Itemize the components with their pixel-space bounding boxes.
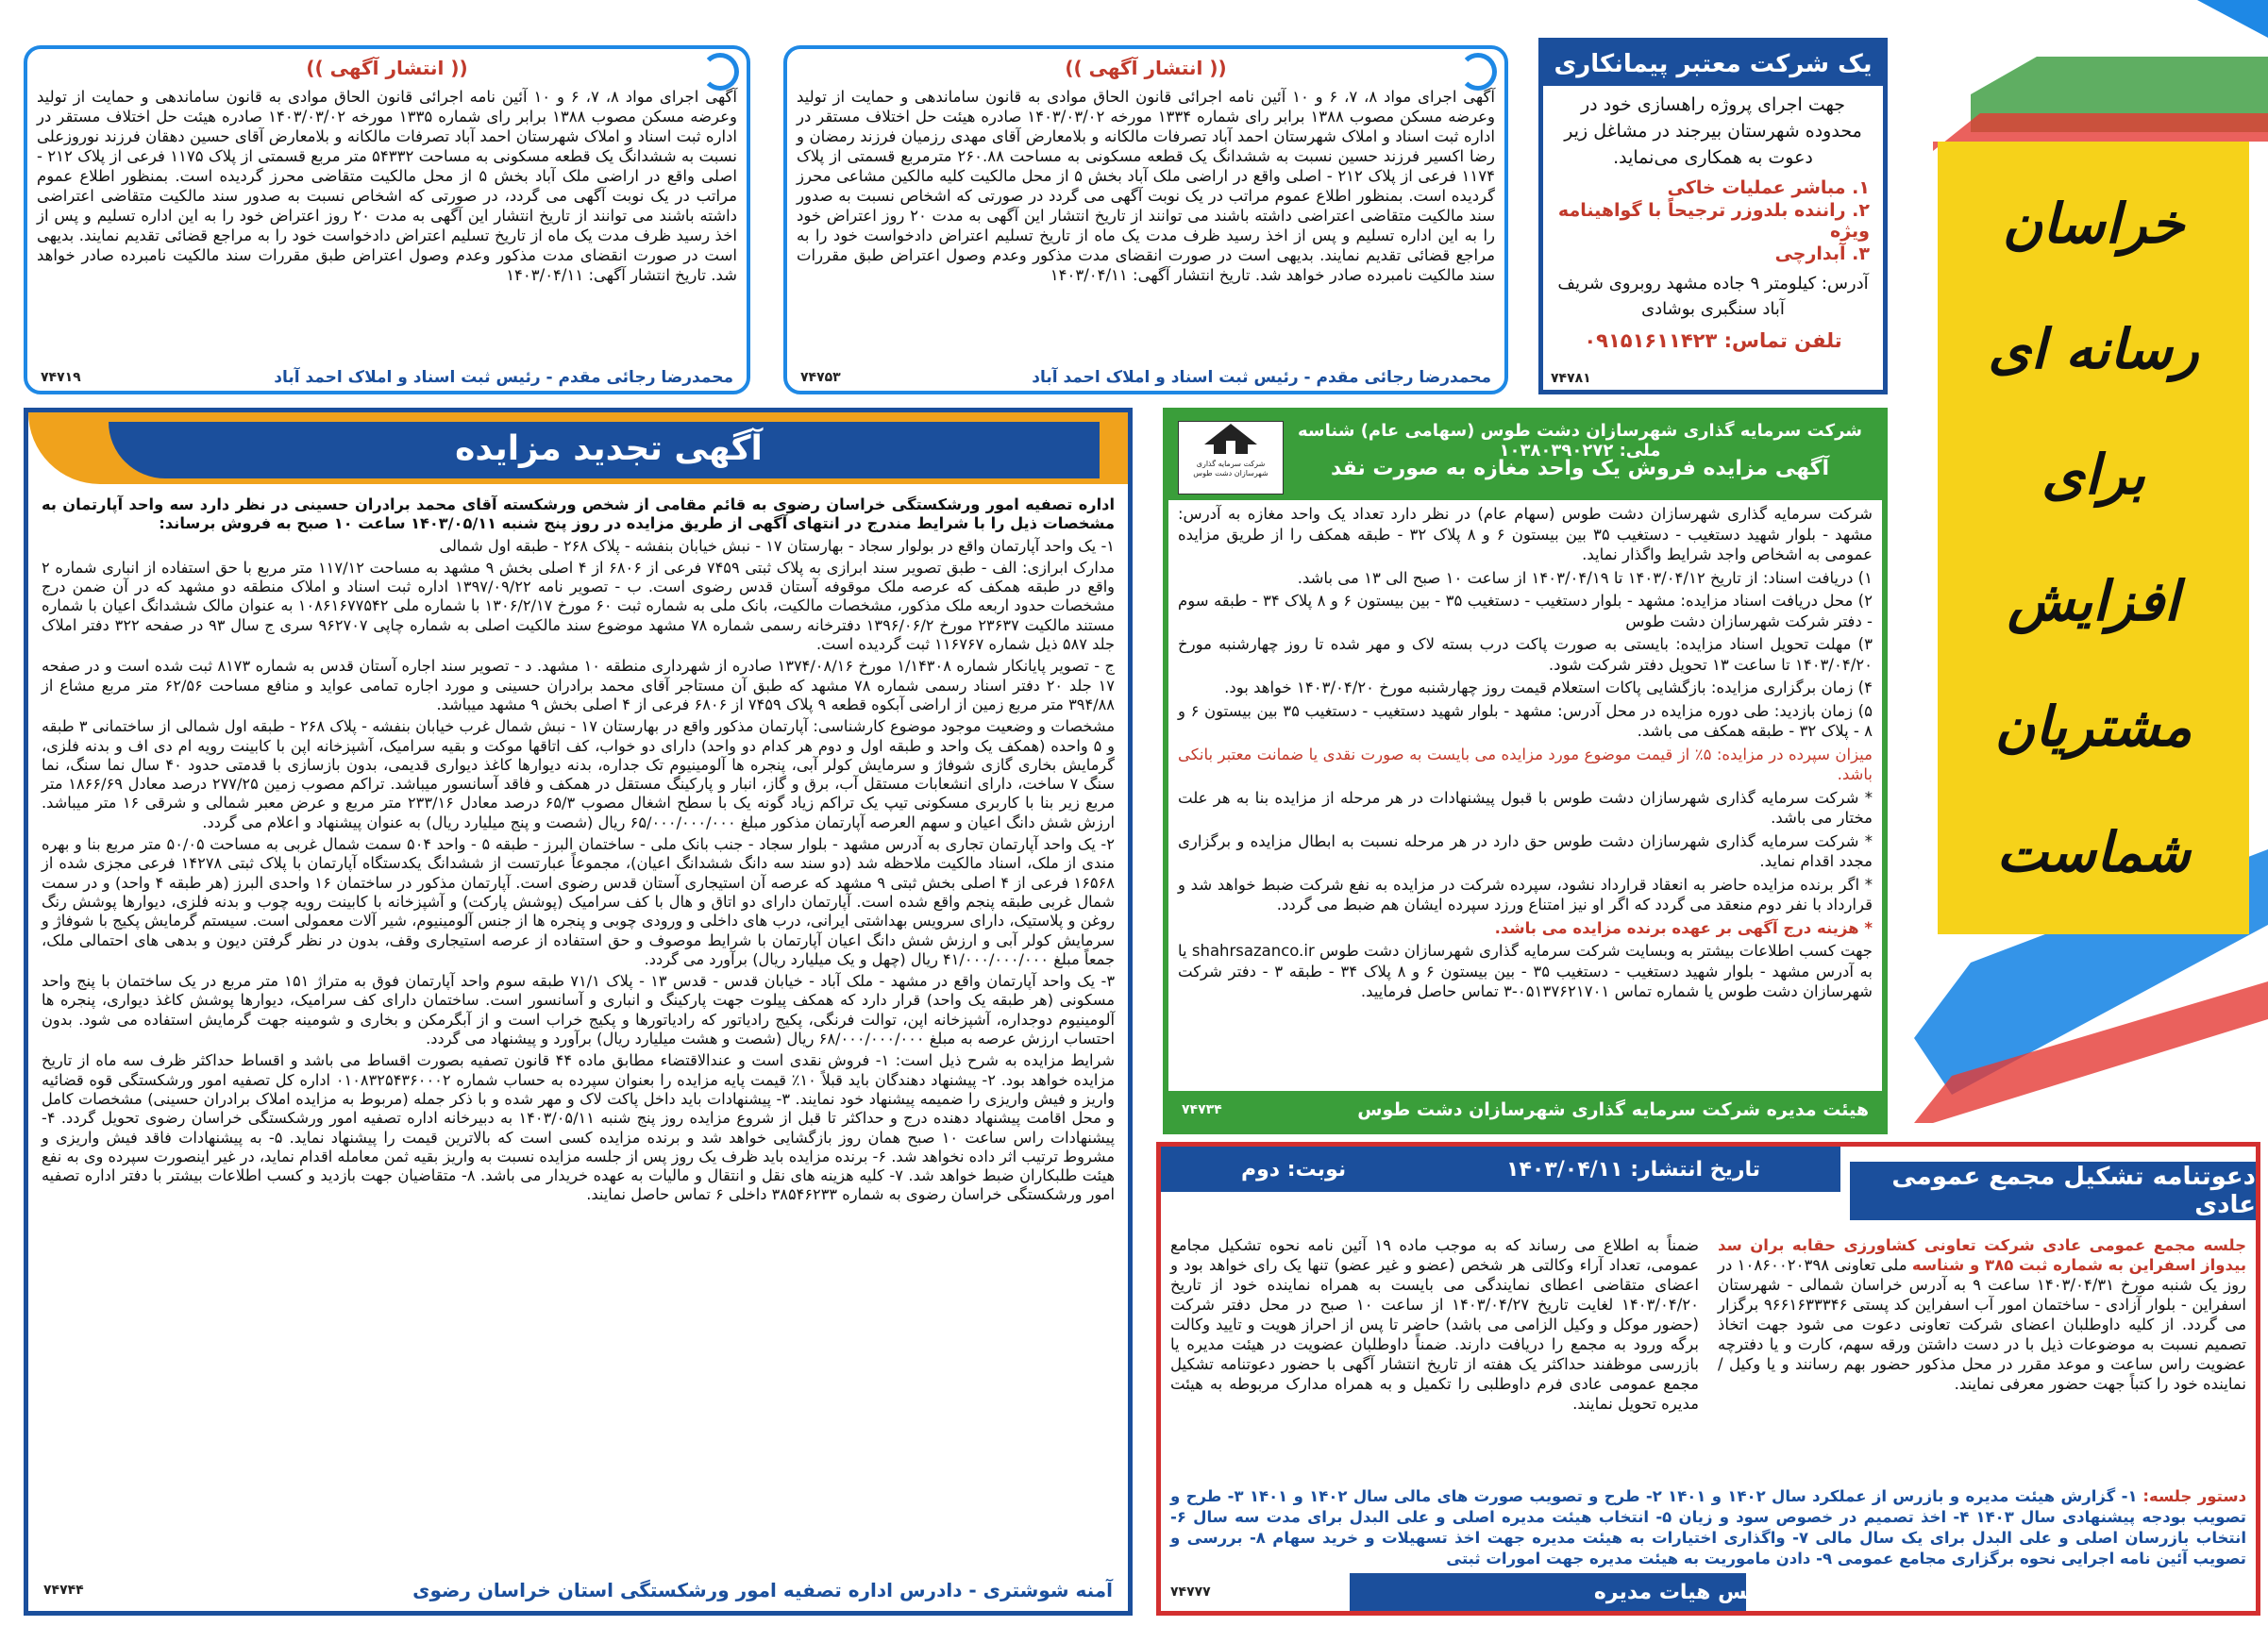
auction-paragraph: ج - تصویر پایانکار شماره ۱/۱۴۳۰۸ مورخ ۱۳۷۴/۰۸/۱۶ صادره از شهرداری منطقه ۱۰ مشهد. د - تصویر سند اجاره آستان قدس به شماره ۸۱۷۳ ثبت شده است و در صفحه ۱۷ جلد ۲۰ دفتر اسناد رسمی شماره ۷۸ مشهد که طبق آن مستاجر آقای محمد برادران حسینی و مورد اجاره تمامی عواید و منافع مساحت ۶۲/۵۶ متر مربع مشاع از ۳۹۴/۸۸ متر مربع زمین از اراضی آبکوه قطعه ۹ پلاک ۷۴۵۹ از ۶۸۰۶ فرعی از ۴ اصلی بخش ۹ مشهد میباشد. [42, 657, 1116, 713]
corner-swirl-icon [1459, 53, 1497, 91]
auction-paragraph: شرایط مزایده به شرح ذیل است: ۱- فروش نقدی است و عندالاقتضاء مطابق ماده ۴۴ قانون تصفیه بصورت اقساط می باشد و اقساط حداکثر ظرف سه ماه از تاریخ مزایده خواهد بود. ۲- پیشنهاد دهندگان باید قبلاً ۱۰٪ قیمت پایه مزایده را بعنوان سپرده به حساب شماره ۰۱۰۸۳۲۵۴۳۶۰۰۰۲ اداره کل تصفیه امور ورشکستگی قوه قضائیه واریز و فیش واریزی را ضمیمه پیشنهاد خود نمایند. ۳- پیشنهادات باید داخل پاکت لاک و مهر شده و با ذکر جمله (مربوط به مزایده املاک برادران حسینی) مشخصات کامل و محل اقامت پیشنهاد دهنده درج و حداکثر تا قبل از شروع مزایده روز پنج شنبه ۱۴۰۳/۰۵/۱۱ به دبیرخانه اداره تصفیه امور ورشکستگی خراسان رضوی تحویل گردد. ۴- پیشنهادات راس ساعت ۱۰ صبح همان روز بازگشایی خواهد شد و برنده مزایده کسی است که بالاترین قیمت را پیشنهاد نماید. ۵- به پیشنهادات فاقد فیش واریزی و مشروط ترتیب اثر داده نخواهد شد. ۶- برنده مزایده باید ظرف یک روز پس از جلسه مزایده نسبت به واریز بقیه ثمن معامله اقدام نماید، در غیر اینصورت سپرده وی به نفع هیئت طلبکاران ضبط خواهد شد. ۷- کلیه هزینه های نقل و انتقال و مالیات به عهده خریدار می باشد. ۸- متقاضیان جهت بازدید و کسب اطلاعات بیشتر با دفتر اداره تصفیه امور ورشکستگی خراسان رضوی به شماره ۳۸۵۴۶۲۳۳ داخلی ۶ تماس حاصل نمایند. [42, 1051, 1115, 1204]
tender-item: میزان سپرده در مزایده: ۵٪ از قیمت موضوع مورد مزایده می بایست به صورت نقدی یا ضمانت معتبر بانکی باشد. [1178, 745, 1873, 783]
job-ad-intro: جهت اجرای پروژه راهسازی خود در محدوده شهرستان بیرجند در مشاغل زیر دعوت به همکاری می‌نماید. [1564, 94, 1862, 168]
promo-line: رسانه ای [1988, 316, 2199, 381]
tender-note: * شرکت سرمایه گذاری شهرسازان دشت طوس با قبول پیشنهادات در هر مرحله از مزایده بنا به هر علت مختار می باشد. [1178, 788, 1873, 827]
auction-paragraph: اداره تصفیه امور ورشکستگی خراسان رضوی به قائم مقامی از شخص ورشکسته آقای محمد برادران حسینی در نظر دارد سه واحد آپارتمان به مشخصات ذیل را با شرایط مندرج در انتهای آگهی از طریق مزایده در روز پنج شنبه ۱۴۰۳/۰۵/۱۱ ساعت ۱۰ صبح به فروش برساند: [42, 495, 1115, 533]
promo-line: مشتریان [1994, 694, 2192, 759]
ad-code: ۷۴۷۴۴ [43, 1583, 84, 1598]
auction-signature: آمنه شوشتری - دادرس اداره تصفیه امور ورشکستگی استان خراسان رضوی [412, 1579, 1113, 1601]
tender-item: ۲) محل دریافت اسناد مزایده: مشهد - بلوار دستغیب - دستغیب ۳۵ - بین بیستون ۶ و ۸ پلاک ۳۴ - طبقه سوم - دفتر شرکت شهرسازان دشت طوس [1178, 592, 1873, 630]
tender-header [1168, 413, 1882, 500]
job-ad-code: ۷۴۷۸۱ [1551, 371, 1591, 386]
auction-header [28, 412, 1128, 490]
assembly-head-text: جلسه مجمع عمومی عادی شرکت تعاونی کشاورزی حقابه بران سد بیدواز اسفراین به شماره ثبت ۳۸۵ و شناسه [1718, 1236, 2247, 1274]
ad-code: ۷۴۷۷۷ [1170, 1584, 1211, 1600]
promo-line: خراسان [2002, 191, 2185, 256]
tender-item: ۱) دریافت اسناد: از تاریخ ۱۴۰۳/۰۴/۱۲ تا ۱۴۰۳/۰۴/۱۹ از ساعت ۱۰ صبح الی ۱۳ می باشد. [1297, 568, 1873, 587]
tender-item: ۴) زمان برگزاری مزایده: بازگشایی پاکات استعلام قیمت روز چهارشنبه مورخ ۱۴۰۳/۰۴/۲۰ خواهد بود. [1224, 679, 1873, 696]
auction-body [28, 490, 1128, 1214]
job-ad-item: ۳. آبدارچی [1774, 243, 1870, 264]
publish-date: تاریخ انتشار: ۱۴۰۳/۰۴/۱۱ [1506, 1157, 1761, 1182]
tender-ad [1163, 408, 1888, 1134]
job-ad-title: یک شرکت معتبر پیمانکاری [1543, 42, 1883, 86]
job-ad-phone: تلفن تماس: ۰۹۱۵۱۶۱۱۴۲۳ [1584, 329, 1842, 352]
auction-footer [28, 1573, 1128, 1607]
promo-yellow-panel [1938, 142, 2249, 934]
tender-subtitle: آگهی مزایده فروش یک واحد مغازه به صورت نقد [1330, 457, 1830, 480]
company-logo [1178, 421, 1284, 495]
agenda-items: ۱- گزارش هیئت مدیره و بازرس از عملکرد سال ۱۴۰۲ و ۱۴۰۱ ۲- طرح و تصویب صورت های مالی سال ۱۴۰۲ و ۱۴۰۱ ۳- طرح و تصویب بودجه پیشنهادی سال ۱۴۰۳ ۴- اخذ تصمیم در خصوص سود و زیان ۵- انتخاب هیئت مدیره اصلی و علی البدل برای مدت سه سال ۶- انتخاب بازرسان اصلی و علی البدل برای یک سال مالی ۷- واگذاری اختیارات به هیئت مدیره جهت اخذ تسهیلات و خرید سهام ۸- بررسی و تصویب آئین نامه اجرایی نحوه برگزاری مجامع عمومی ۹- دادن ماموریت به هیئت مدیره جهت امورات ثبتی [1170, 1487, 2246, 1567]
assembly-right-col [1718, 1235, 2246, 1394]
assembly-title: دعوتنامه تشکیل مجمع عمومی عادی [1891, 1163, 2256, 1219]
tender-note: * شرکت سرمایه گذاری شهرسازان دشت طوس حق دارد در هر مرحله نسبت به ابطال مزایده و برگزاری مجدد اقدام نماید. [1178, 831, 1873, 870]
announcement-2 [24, 45, 750, 394]
assembly-title-bar [1850, 1162, 2256, 1220]
announcement-footer [787, 368, 1504, 387]
assembly-top-bar [1161, 1147, 1840, 1192]
job-ad-item: ۱. مباشر عملیات خاکی [1667, 177, 1870, 198]
assembly-ad [1156, 1142, 2260, 1616]
job-ad-item: ۲. راننده بلدوزر ترجیحاً با گواهینامه ویژه [1557, 200, 1870, 242]
tender-note: * هزینه درج آگهی بر عهده برنده مزایده می باشد. [1494, 918, 1873, 937]
logo-text: شرکت سرمایه گذاری شهرسازان دشت طوس [1193, 460, 1268, 478]
auction-paragraph: ۳- یک واحد آپارتمان واقع در مشهد - ملک آباد - خیابان قدس - قدس ۱۳ - پلاک ۷۱/۱ طبقه سوم واحد آپارتمان فوق به متراژ ۱۵۱ متر مربع در یک ساختمان با پنج واحد مسکونی (هر طبقه یک واحد) قرار دارد که همکف پیلوت جهت پارکینگ و انباری و آسانسور است. ساختمان دارای کف سرامیک، دیوارها پوشش کاغذ دیواری، پنجره ها آلومینیوم دوجداره، آشپزخانه اپن، توالت فرنگی، پکیج رادیاتور که رادیاتورها و پکیج خراب است و از آبگرمکن و بخاری و شومینه جهت گرمایش استفاده می شود. بدون احتساب ارزش عرصه به مبلغ ۶۸/۰۰۰/۰۰۰/۰۰۰ ریال (شصت و هشت میلیارد ریال) برآورد و پیشنهاد می گردد. [42, 972, 1116, 1048]
tender-footer [1168, 1091, 1882, 1129]
auction-title: آگهی تجدید مزایده [455, 429, 763, 468]
assembly-left-col [1170, 1235, 1699, 1414]
auction-paragraph: مدارک ابرازی: الف - طبق تصویر سند ابرازی به پلاک ثبتی ۷۴۵۹ فرعی از ۶۸۰۶ از ۴ اصلی بخش ۹ مشهد به مساحت ۱۱۷/۱۲ متر مربع با حق استفاده از انباری شماره ۲ واقع در طبقه همکف که عرصه ملک موقوفه آستان قدس رضوی است. ب - تصویر نامه ۱۳۹۷/۰۹/۲۲ اداره ثبت اسناد و املاک منطقه دو مشهد که در آن ضمن درج مشخصات حدود اربعه ملک مذکور، مشخصات مالکیت، بانک ملی به شماره ثبت ۶۰ مورخ ۱۳۰۶/۲/۱۷ با شماره ملی ۱۰۸۶۱۶۷۷۵۴۲ به عنوان مالک ششدانگ اعیان با شماره مستند مالکیت ۲۳۶۳۷ مورخ ۱۳۹۶/۰۶/۲ دفترخانه رسمی شماره ۷۸ مشهد موضوع سند مالکیت اصلی به شماره چاپی ۹۶۲۷۰۷ سری ج سال ۹۳ در صفحه ۳۲۲ دفتر املاک جلد ۵۸۷ ذیل شماره ۱۱۶۷۶۷ ثبت گردیده است. [42, 558, 1116, 654]
job-ad [1538, 38, 1888, 394]
auction-paragraph: ۱- یک واحد آپارتمان واقع در بولوار سجاد - بهارستان ۱۷ - نبش خیابان بنفشه - پلاک ۲۶۸ - طبقه اول شمالی [439, 536, 1115, 555]
tender-title: شرکت سرمایه گذاری شهرسازان دشت طوس (سهامی عام) شناسه ملی: ۱۰۳۸۰۳۹۰۲۷۲ [1298, 421, 1862, 461]
tender-note: * اگر برنده مزایده حاضر به انعقاد قرارداد نشود، سپرده شرکت در مزایده به نفع شرکت ضبط خواهد شد و قرارداد با نفر دوم منعقد می گردد که اگر او نیز امتناع ورزد سپرده ایشان هم ضبط می گردد. [1178, 875, 1873, 914]
signature: محمدرضا رجائی مقدم - رئیس ثبت اسناد و املاک احمد آباد [274, 368, 733, 387]
ad-code: ۷۴۷۳۴ [1182, 1102, 1222, 1117]
promo-line: برای [2041, 443, 2145, 508]
job-ad-address: آدرس: کیلومتر ۹ جاده مشهد روبروی شریف آباد سنگبری بوشادی [1557, 274, 1869, 319]
announcement-text: آگهی اجرای مواد ۸، ۷، ۶ و ۱۰ آئین نامه اجرائی قانون الحاق موادی به قانون ساماندهی و حمایت از تولید وعرضه مسکن مصوب ۱۳۸۸ برابر رای شماره ۱۳۳۴ مورخه ۱۴۰۳/۰۳/۰۲ صادره هیئت حل اختلاف مستقر در اداره ثبت اسناد و املاک شهرستان احمد آباد تصرفات مالکانه و بلامعارض آقای مهدی رزمیان فرزند رمضان و رضا اکسیر فرزند حسین نسبت به ششدانگ یک قطعه مسکونی به مساحت ۲۶۰.۸۸ مترمربع قسمتی از پلاک ۱۱۷۴ فرعی از پلاک ۲۱۲ - اصلی واقع در اراضی ملک آباد بخش ۵ از محل مالکیت کلیه مالکین مشاعی محرز گردیده است. بمنظور اطلاع عموم مراتب در یک نوبت آگهی می گردد در صورتی که اشخاص نسبت به صدور سند مالکیت متقاضی اعتراضی داشته باشند می توانند از تاریخ انتشار این آگهی به مدت ۲۰ روز اعتراض خود را به این اداره تسلیم و پس از اخذ رسید ظرف مدت یک ماه از تاریخ تسلیم اعتراض دادخواست خود را به مراجع قضائی تقدیم نمایند. بدیهی است در صورت انقضای مدت مذکور وعدم وصول اعتراض طبق مقررات سند مالکیت نامبرده صادر خواهد شد. تاریخ انتشار آگهی: ۱۴۰۳/۰۴/۱۱ [797, 88, 1495, 284]
tender-item: ۳) مهلت تحویل اسناد مزایده: بایستی به صورت پاکت درب بسته لاک و مهر شده تا روز چهارشنبه مورخ ۱۴۰۳/۰۴/۲۰ تا ساعت ۱۳ تحویل دفتر شرکت شود. [1178, 635, 1873, 674]
corner-swirl-icon [701, 53, 739, 91]
tender-item: ۵) زمان بازدید: طی دوره مزایده در محل آدرس: مشهد - بلوار شهید دستغیب - دستغیب ۳۵ بین بیستون ۶ و ۸ - پلاک ۳۲ - طبقه همکف می باشد. [1178, 701, 1873, 740]
assembly-agenda [1170, 1486, 2246, 1569]
assembly-right-text: ملی تعاونی ۱۰۸۶۰۰۲۰۳۹۸ در روز یک شنبه مورخ ۱۴۰۳/۰۴/۳۱ ساعت ۹ به آدرس خراسان شمالی - شهرستان اسفراین - بلوار آزادی - ساختمان امور آب اسفراین کد پستی ۹۶۶۱۶۳۳۳۴۶ برگزار می گردد. از کلیه داوطلبان اعضای شرکت تعاونی دعوت می شود جهت اتخاذ تصمیم نسبت به موضوعات ذیل با در دست داشتن ورقه سهم، کارت و یا دفترچه عضویت راس ساعت و موعد مقرر در محل مذکور حضور بهم رسانند و یا وکیل / نماینده خود را کتباً جهت حضور معرفی نمایند. [1718, 1256, 2247, 1393]
assembly-signature: رئیس هیات مدیره [1593, 1580, 1776, 1604]
round-label: نوبت: دوم [1240, 1157, 1347, 1182]
promo-line: شماست [1996, 820, 2191, 885]
auction-ad [24, 408, 1133, 1616]
announcement-text: آگهی اجرای مواد ۸، ۷، ۶ و ۱۰ آئین نامه اجرائی قانون الحاق موادی به قانون ساماندهی و حمایت از تولید وعرضه مسکن مصوب ۱۳۸۸ برابر رای شماره ۱۳۳۵ مورخه ۱۴۰۳/۰۳/۰۲ صادره هیئت حل اختلاف مستقر در اداره ثبت اسناد و املاک شهرستان احمد آباد تصرفات مالکانه و بلامعارض آقای حسین دهقان فرزند نوروزعلی نسبت به ششدانگ یک قطعه مسکونی به مساحت ۵۴۳۳۲ متر مربع قسمتی از پلاک ۱۱۷۵ فرعی از پلاک ۲۱۲ - اصلی واقع در اراضی ملک آباد بخش ۵ از محل مالکیت متقاضی محرز گردیده است. بمنظور اطلاع عموم مراتب در یک نوبت آگهی می گردد، در صورتی که اشخاص نسبت به صدور سند مالکیت متقاضی اعتراضی داشته باشند می توانند از تاریخ انتشار این آگهی به مدت ۲۰ روز اعتراض خود را به این اداره تسلیم و پس از اخذ رسید ظرف مدت یک ماه از تاریخ تسلیم اعتراض دادخواست خود را به مراجع قضائی تقدیم نمایند. بدیهی است در صورت انقضای مدت مذکور وعدم وصول اعتراض طبق مقررات سند مالکیت نامبرده صادر خواهد شد. تاریخ انتشار آگهی: ۱۴۰۳/۰۴/۱۱ [37, 88, 738, 284]
announcement-footer [27, 368, 747, 387]
assembly-footer [1161, 1573, 2256, 1611]
ad-code: ۷۴۷۵۳ [800, 370, 841, 385]
tender-intro: شرکت سرمایه گذاری شهرسازان دشت طوس (سهام عام) در نظر دارد تعداد یک واحد مغازه به آدرس: مشهد - بلوار شهید دستغیب - دستغیب ۳۵ بین بیستون ۶ و ۸ پلاک ۳۲ - طبقه همکف را از طریق مزایده عمومی به اشخاص واجد شرایط واگذار نماید. [1178, 505, 1873, 563]
ad-code: ۷۴۷۱۹ [41, 370, 81, 385]
auction-paragraph: ۲- یک واحد آپارتمان تجاری به آدرس مشهد - بلوار سجاد - جنب بانک ملی - ساختمان البرز - طبقه ۵ - واحد ۵۰۴ سمت شمال غربی به مساحت ۵۰/۰۵ متر مربع بنا و بهره مندی از ملک، اسناد مالکیت ملاحظه شد (دو سند سه دانگ ششدانگ اعیان)، مجموعاً عبارتست از ششدانگ یکدستگاه آپارتمان با پلاک ثبتی ۱۴۲۷۸ فرعی مجزی شده از ۱۶۵۶۸ فرعی از ۴ اصلی بخش ثبتی ۹ مشهد که عرصه آن استیجاری آستان قدس رضوی است. آپارتمان مذکور در ساختمان ۱۶ واحدی البرز (هر طبقه ۴ واحد) و در سمت شمال غربی طبقه پنجم واقع شده است. آپارتمان دارای دو اتاق و هال با کف سرامیک (پوشش پارکت) و آشپزخانه با کابینت رویه چوب و بدنه فلزی، دیوارها پوشش رنگ روغن و پلاستیک، دارای سرویس بهداشتی ایرانی، درب های داخلی و ورودی چوبی و پنجره ها از جنس آلومینیوم، شیر آلات معمولی است. سیستم گرمایش پکیج با شوفاژ و سرمایش کولر آبی و ارزش شش دانگ اعیان آپارتمان با شرایط موصوف و حق استفاده از عرصه استیجاری وقف، بدون در نظر گرفتن دیون و بدهی های احتمالی ملک، جمعاً مبلغ ۴۱/۰۰۰/۰۰۰/۰۰۰ ریال (چهل و یک میلیارد ریال) برآورد می گردد. [42, 835, 1116, 968]
house-icon [1202, 422, 1259, 456]
tender-body [1168, 500, 1882, 1009]
tender-contact: جهت کسب اطلاعات بیشتر به وبسایت شرکت سرمایه گذاری شهرسازان دشت طوس shahrsazanco.ir یا به آدرس مشهد - بلوار شهید دستغیب - دستغیب ۳۵ - بین بیستون ۶ و ۸ پلاک ۳۴ - طبقه ۳ - دفتر شرکت شهرسازان دشت طوس یا شماره تماس ۰۵۱۳۷۶۲۱۷۰۱-۳ تماس حاصل فرمایید. [1178, 942, 1873, 1000]
tender-footer-text: هیئت مدیره شرکت سرمایه گذاری شهرسازان دشت طوس [1357, 1099, 1869, 1120]
signature: محمدرضا رجائی مقدم - رئیس ثبت اسناد و املاک احمد آباد [1032, 368, 1491, 387]
promo-banner [1914, 0, 2268, 1123]
assembly-left-text: ضمناً به اطلاع می رساند که به موجب ماده ۱۹ آئین نامه نحوه تشکیل مجامع عمومی، تعداد آراء وکالتی هر شخص (عضو و غیر عضو) تنها یک رای خواهد بود و اعضای متقاضی اعطای نمایندگی می بایست به همراه نماینده خود از تاریخ ۱۴۰۳/۰۴/۲۰ لغایت تاریخ ۱۴۰۳/۰۴/۲۷ از ساعت ۱۰ صبح در محل دفتر شرکت (حضور موکل و وکیل الزامی می باشد) حاضر تا پس از احراز هویت و تایید وکالت برگه ورود به مجمع را دریافت دارند. ضمناً داوطلبان عضویت در هیئت مدیره یا بازرسی موظفند حداکثر یک هفته از تاریخ انتشار آگهی با حضور دعوتنامه تشکیل مجمع عمومی عادی فرم داوطلبی را تکمیل و به همراه مدارک مربوطه به هیئت مدیره تحویل نمایند. [1170, 1236, 1699, 1413]
announcement-1 [783, 45, 1508, 394]
auction-paragraph: مشخصات و وضعیت موجود موضوع کارشناسی: آپارتمان مذکور واقع در بهارستان ۱۷ - نبش شمال غرب خیابان بنفشه - پلاک ۲۶۸ - طبقه اول شمالی از ساختمانی ۳ طبقه و ۵ واحده (همکف یک واحد و طبقه اول و دوم هر کدام دو واحد) دارای دو خواب، کف اتاقها موکت و بقیه سرامیک، آشپزخانه اپن با کابینت رویه ام دی اف و بدنه فلزی، گرمایش بخاری گازی شوفاژ و سرمایش کولر آبی، پنجره ها آلومینیوم تک جداره، بدنه دیوارها کاغذ دیواری قدیمی، بدون بازسازی با قدمتی حدود ۴۰ سال نما سنگ، نما سنگ ۷ ساخت، دارای انشعابات مستقل آب، برق و گاز، انبار و پارکینگ مستقل در همکف و فاقد آسانسور میباشد. تراکم مصوب زمین ۲۷۷/۲۵ درصد معادل ۱۸۶۶/۶۹ متر مربع زیر بنا با کاربری مسکونی تیپ یک تراکم زیاد گونه یک با سطح اشغال مصوب ۶۵/۳ درصد معادل ۲۳۳/۱۶ متر مربع و عرض معبر شمالی و شرقی ۱۶ متر میباشد. ارزش شش دانگ اعیان و سهم العرصه آپارتمان مذکور مبلغ ۶۵/۰۰۰/۰۰۰/۰۰۰ ریال (شصت و پنج میلیارد ریال) به عنوان پیشنهاد و اعلام می گردد. [42, 717, 1116, 831]
agenda-label: دستور جلسه: [2142, 1487, 2247, 1505]
promo-line: افزایش [2007, 568, 2180, 633]
announcement-heading: (( انتشار آگهی )) [1065, 57, 1227, 79]
announcement-heading: (( انتشار آگهی )) [306, 57, 468, 79]
